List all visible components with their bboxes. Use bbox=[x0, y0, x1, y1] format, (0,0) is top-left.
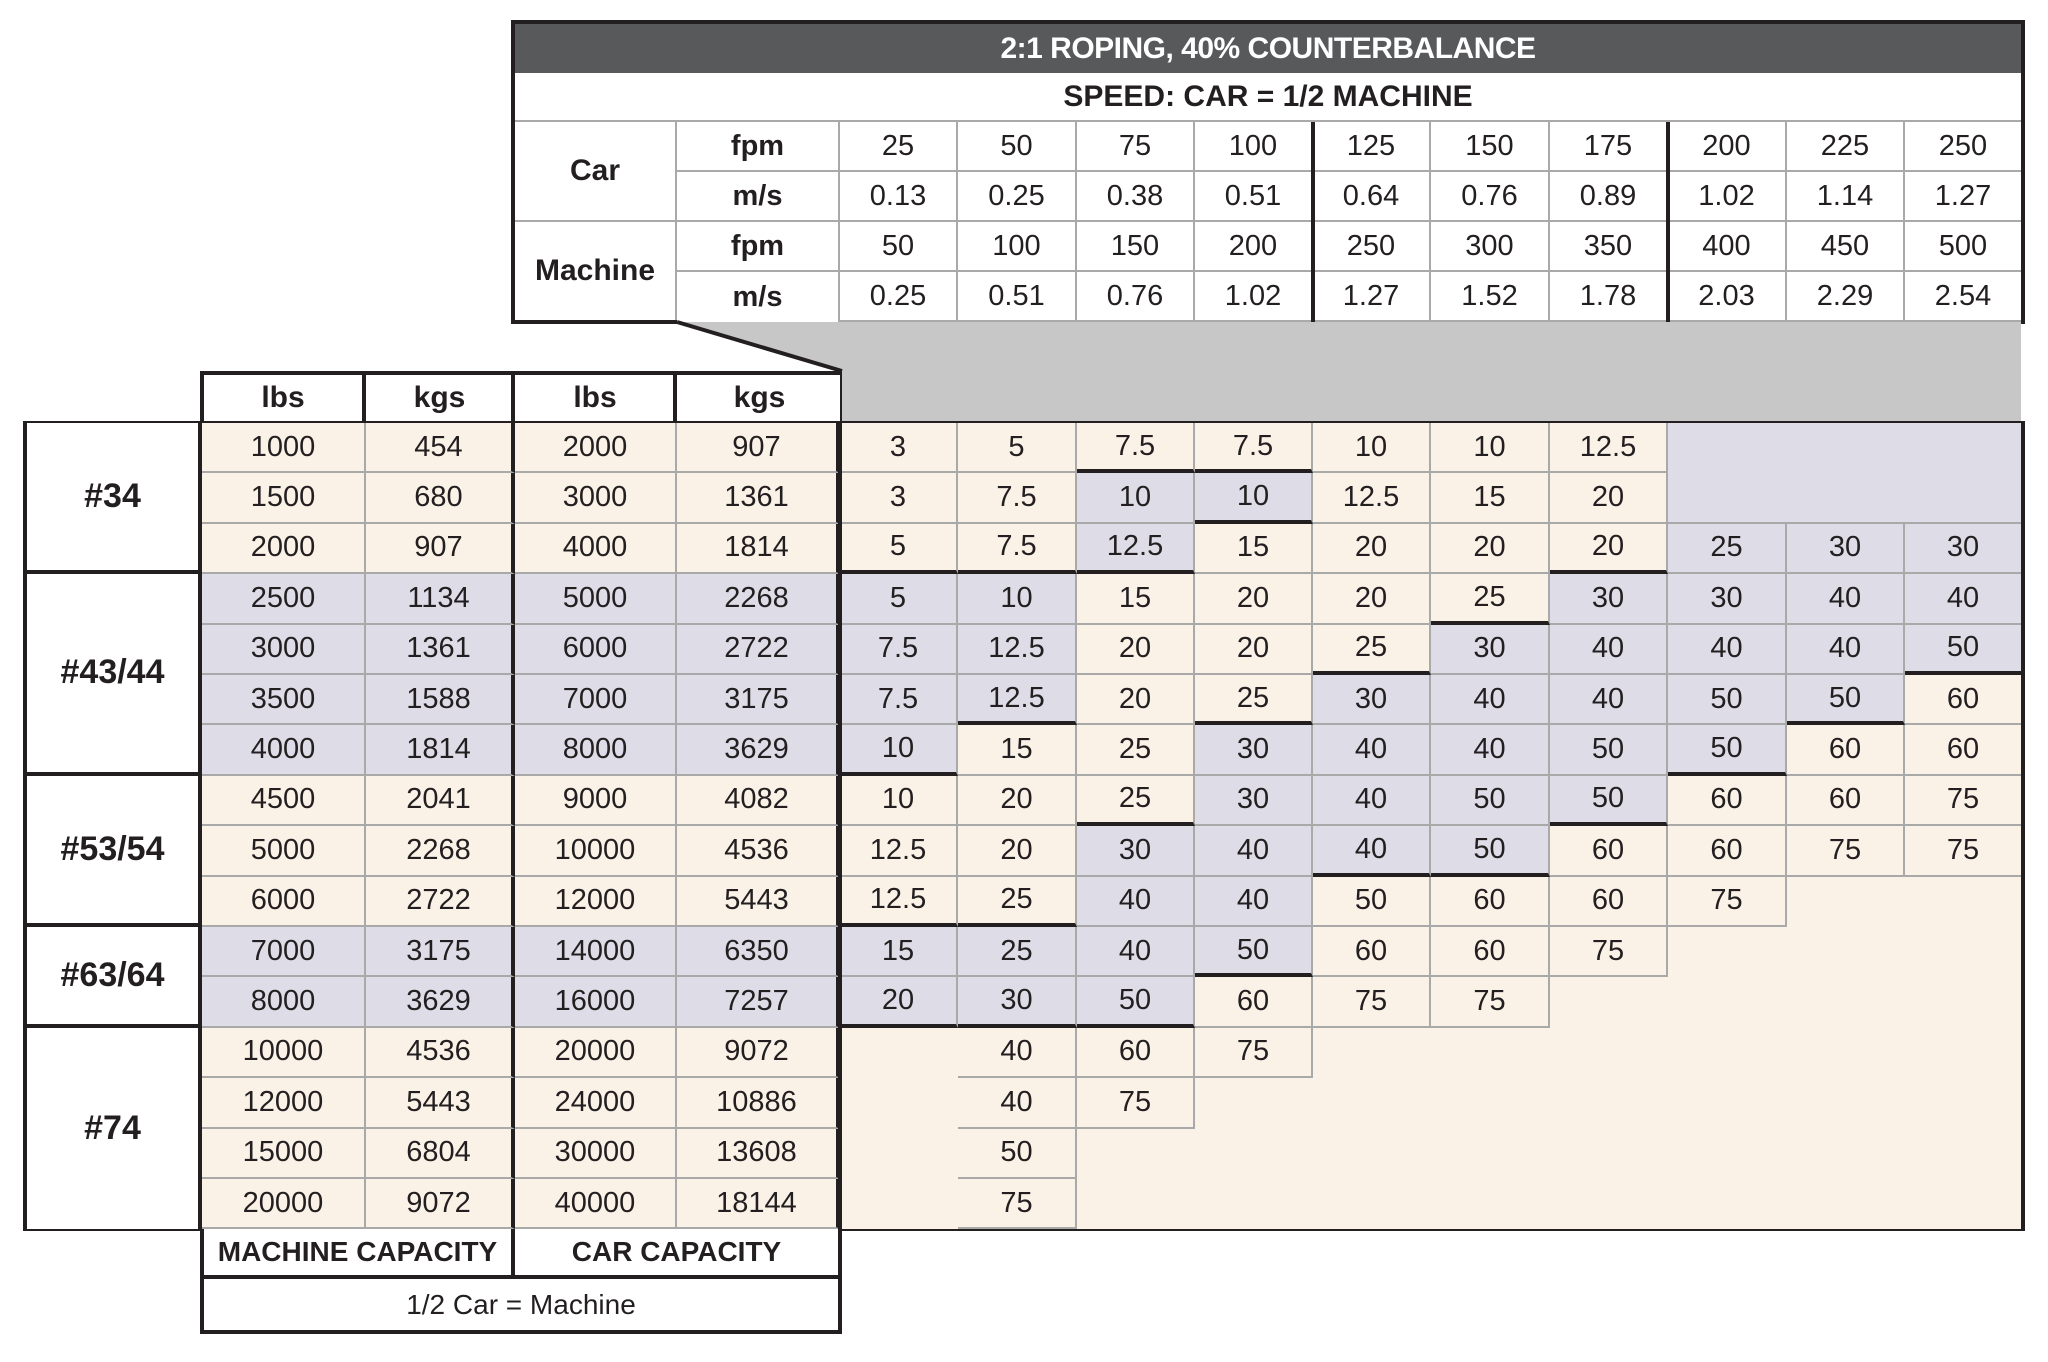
empty-cell bbox=[1668, 1129, 1787, 1179]
car-fpm-value: 175 bbox=[1550, 122, 1668, 172]
rope-group-label: #63/64 bbox=[27, 927, 202, 1028]
rope-size-cell: 10 bbox=[1313, 423, 1431, 473]
machine-kgs-cell: 2722 bbox=[366, 877, 515, 927]
rope-size-cell: 60 bbox=[1550, 877, 1668, 927]
rope-size-cell: 75 bbox=[958, 1179, 1077, 1229]
machine-lbs-cell: 2000 bbox=[202, 524, 366, 574]
rope-size-cell: 20 bbox=[1195, 625, 1313, 675]
rope-size-cell: 60 bbox=[1431, 927, 1550, 977]
machine-kgs-cell: 1588 bbox=[366, 675, 515, 725]
car-fpm-value: 100 bbox=[1195, 122, 1313, 172]
machine-lbs-cell: 8000 bbox=[202, 977, 366, 1027]
car-lbs-cell: 10000 bbox=[515, 826, 677, 876]
machine-fpm-value: 200 bbox=[1195, 222, 1313, 272]
machine-speed-label: Machine bbox=[515, 222, 677, 320]
car-fpm-value: 200 bbox=[1668, 122, 1787, 172]
car-lbs-cell: 7000 bbox=[515, 675, 677, 725]
car-kgs-cell: 5443 bbox=[677, 877, 840, 927]
rope-size-cell: 60 bbox=[1905, 675, 2021, 725]
rope-size-cell: 40 bbox=[1550, 625, 1668, 675]
rope-size-cell: 5 bbox=[958, 423, 1077, 473]
car-ms-value: 0.76 bbox=[1431, 172, 1550, 222]
machine-fpm-value: 250 bbox=[1313, 222, 1431, 272]
empty-cell bbox=[1668, 1179, 1787, 1229]
machine-kgs-cell: 4536 bbox=[366, 1028, 515, 1078]
machine-kgs-cell: 1361 bbox=[366, 625, 515, 675]
rope-size-cell: 15 bbox=[958, 725, 1077, 775]
rope-size-cell: 40 bbox=[1077, 877, 1195, 927]
machine-kgs-cell: 9072 bbox=[366, 1179, 515, 1229]
rope-size-cell: 30 bbox=[1195, 725, 1313, 775]
rope-size-cell: 40 bbox=[1313, 776, 1431, 826]
rope-size-cell: 30 bbox=[1431, 625, 1550, 675]
rope-size-cell: 60 bbox=[1313, 927, 1431, 977]
car-ms-value: 1.14 bbox=[1787, 172, 1905, 222]
empty-cell bbox=[1313, 1129, 1431, 1179]
rope-size-cell: 7.5 bbox=[1077, 423, 1195, 473]
empty-cell bbox=[1550, 1179, 1668, 1229]
rope-size-cell: 50 bbox=[1313, 877, 1431, 927]
rope-size-cell: 12.5 bbox=[840, 877, 958, 927]
car-lbs-cell: 14000 bbox=[515, 927, 677, 977]
rope-size-cell: 10 bbox=[840, 725, 958, 775]
rope-size-cell: 25 bbox=[1077, 725, 1195, 775]
rope-size-cell: 7.5 bbox=[1195, 423, 1313, 473]
rope-size-cell: 60 bbox=[1668, 776, 1787, 826]
machine-capacity-label: MACHINE CAPACITY bbox=[204, 1229, 515, 1279]
empty-cell bbox=[1668, 927, 1787, 977]
car-kgs-cell: 3629 bbox=[677, 725, 840, 775]
car-speed-label: Car bbox=[515, 122, 677, 222]
car-lbs-cell: 9000 bbox=[515, 776, 677, 826]
car-lbs-cell: 4000 bbox=[515, 524, 677, 574]
car-capacity-label: CAR CAPACITY bbox=[515, 1229, 838, 1279]
rope-size-cell: 7.5 bbox=[958, 473, 1077, 523]
rope-size-cell: 20 bbox=[840, 977, 958, 1027]
car-ms-value: 0.64 bbox=[1313, 172, 1431, 222]
rope-size-cell: 20 bbox=[1431, 524, 1550, 574]
machine-lbs-cell: 4500 bbox=[202, 776, 366, 826]
car-lbs-cell: 2000 bbox=[515, 423, 677, 473]
rope-size-cell: 15 bbox=[1077, 574, 1195, 624]
empty-cell bbox=[1905, 1078, 2021, 1128]
car-ms-value: 0.38 bbox=[1077, 172, 1195, 222]
car-lbs-cell: 30000 bbox=[515, 1129, 677, 1179]
machine-kgs-cell: 907 bbox=[366, 524, 515, 574]
empty-cell bbox=[1550, 1129, 1668, 1179]
car-ms-value: 1.02 bbox=[1668, 172, 1787, 222]
empty-cell bbox=[1077, 1129, 1195, 1179]
rope-size-cell: 12.5 bbox=[1077, 524, 1195, 574]
rope-size-cell: 75 bbox=[1431, 977, 1550, 1027]
machine-ms-value: 1.27 bbox=[1313, 272, 1431, 322]
gray-band bbox=[840, 322, 2021, 423]
rope-size-cell: 30 bbox=[1905, 524, 2021, 574]
rope-size-cell: 20 bbox=[1313, 524, 1431, 574]
car-kgs-cell: 907 bbox=[677, 423, 840, 473]
rope-size-cell: 40 bbox=[1787, 625, 1905, 675]
rope-size-cell: 25 bbox=[1077, 776, 1195, 826]
car-fpm-value: 125 bbox=[1313, 122, 1431, 172]
rope-size-cell: 20 bbox=[1313, 574, 1431, 624]
machine-lbs-cell: 4000 bbox=[202, 725, 366, 775]
rope-size-cell: 5 bbox=[840, 524, 958, 574]
car-fpm-value: 50 bbox=[958, 122, 1077, 172]
rope-size-cell: 75 bbox=[1905, 776, 2021, 826]
rope-size-cell: 20 bbox=[1550, 524, 1668, 574]
rope-group-label: #74 bbox=[27, 1028, 202, 1230]
empty-cell bbox=[1077, 1179, 1195, 1229]
rope-size-cell: 20 bbox=[958, 776, 1077, 826]
machine-fpm-value: 300 bbox=[1431, 222, 1550, 272]
car-fpm-unit-label: fpm bbox=[677, 122, 840, 172]
rope-size-cell: 60 bbox=[1905, 725, 2021, 775]
car-fpm-value: 150 bbox=[1431, 122, 1550, 172]
rope-size-cell: 20 bbox=[1550, 473, 1668, 523]
empty-cell bbox=[1787, 977, 1905, 1027]
rope-size-cell: 7.5 bbox=[840, 675, 958, 725]
machine-lbs-cell: 1000 bbox=[202, 423, 366, 473]
machine-lbs-cell: 20000 bbox=[202, 1179, 366, 1229]
car-lbs-cell: 40000 bbox=[515, 1179, 677, 1229]
machine-ms-value: 0.25 bbox=[840, 272, 958, 322]
rope-size-cell: 15 bbox=[1431, 473, 1550, 523]
empty-cell bbox=[840, 1179, 958, 1229]
car-ms-value: 0.51 bbox=[1195, 172, 1313, 222]
machine-ms-value: 2.54 bbox=[1905, 272, 2021, 322]
rope-size-cell: 25 bbox=[1195, 675, 1313, 725]
capacity-unit-header: kgs bbox=[679, 375, 840, 421]
capacity-unit-header: lbs bbox=[204, 375, 366, 421]
rope-size-cell: 40 bbox=[1195, 877, 1313, 927]
rope-size-cell: 75 bbox=[1195, 1028, 1313, 1078]
empty-cell bbox=[1905, 1028, 2021, 1078]
rope-size-cell: 30 bbox=[1550, 574, 1668, 624]
empty-cell bbox=[1313, 1028, 1431, 1078]
machine-fpm-value: 150 bbox=[1077, 222, 1195, 272]
empty-cell bbox=[1195, 1179, 1313, 1229]
rope-size-cell: 12.5 bbox=[1550, 423, 1668, 473]
car-kgs-cell: 3175 bbox=[677, 675, 840, 725]
rope-size-cell: 30 bbox=[1668, 574, 1787, 624]
rope-size-cell: 75 bbox=[1787, 826, 1905, 876]
machine-ms-value: 1.52 bbox=[1431, 272, 1550, 322]
machine-lbs-cell: 3500 bbox=[202, 675, 366, 725]
car-fpm-value: 25 bbox=[840, 122, 958, 172]
empty-cell bbox=[1905, 1129, 2021, 1179]
rope-size-cell: 50 bbox=[1431, 776, 1550, 826]
empty-cell bbox=[1787, 1129, 1905, 1179]
machine-fpm-value: 350 bbox=[1550, 222, 1668, 272]
rope-size-cell: 75 bbox=[1313, 977, 1431, 1027]
car-lbs-cell: 12000 bbox=[515, 877, 677, 927]
rope-size-cell: 12.5 bbox=[958, 675, 1077, 725]
empty-cell bbox=[1431, 1129, 1550, 1179]
machine-lbs-cell: 1500 bbox=[202, 473, 366, 523]
empty-cell bbox=[1431, 1078, 1550, 1128]
rope-size-cell: 20 bbox=[958, 826, 1077, 876]
rope-size-cell: 7.5 bbox=[840, 625, 958, 675]
machine-ms-value: 0.51 bbox=[958, 272, 1077, 322]
machine-fpm-value: 500 bbox=[1905, 222, 2021, 272]
empty-cell bbox=[1431, 1179, 1550, 1229]
rope-size-cell: 10 bbox=[1431, 423, 1550, 473]
empty-merged-cell bbox=[1668, 423, 2021, 524]
machine-kgs-cell: 3629 bbox=[366, 977, 515, 1027]
rope-size-cell: 40 bbox=[1550, 675, 1668, 725]
machine-lbs-cell: 5000 bbox=[202, 826, 366, 876]
machine-ms-unit-label: m/s bbox=[677, 272, 840, 322]
rope-size-cell: 40 bbox=[1431, 725, 1550, 775]
rope-size-cell: 50 bbox=[1550, 725, 1668, 775]
empty-cell bbox=[1787, 877, 1905, 927]
rope-size-cell: 30 bbox=[1195, 776, 1313, 826]
rope-size-cell: 50 bbox=[1077, 977, 1195, 1027]
car-kgs-cell: 1361 bbox=[677, 473, 840, 523]
rope-size-cell: 40 bbox=[1787, 574, 1905, 624]
empty-cell bbox=[1787, 1028, 1905, 1078]
empty-cell bbox=[1550, 977, 1668, 1027]
rope-size-cell: 75 bbox=[1077, 1078, 1195, 1128]
empty-cell bbox=[1668, 1028, 1787, 1078]
rope-size-cell: 25 bbox=[958, 877, 1077, 927]
rope-size-cell: 25 bbox=[958, 927, 1077, 977]
rope-size-cell: 20 bbox=[1077, 625, 1195, 675]
empty-cell bbox=[1313, 1179, 1431, 1229]
empty-cell bbox=[1550, 1078, 1668, 1128]
rope-size-cell: 12.5 bbox=[958, 625, 1077, 675]
machine-ms-value: 2.29 bbox=[1787, 272, 1905, 322]
rope-size-cell: 25 bbox=[1431, 574, 1550, 624]
rope-size-cell: 3 bbox=[840, 423, 958, 473]
car-lbs-cell: 16000 bbox=[515, 977, 677, 1027]
rope-size-cell: 60 bbox=[1550, 826, 1668, 876]
rope-size-cell: 30 bbox=[1787, 524, 1905, 574]
rope-size-cell: 40 bbox=[1668, 625, 1787, 675]
rope-size-cell: 60 bbox=[1668, 826, 1787, 876]
rope-size-cell: 40 bbox=[1313, 826, 1431, 876]
machine-ms-value: 2.03 bbox=[1668, 272, 1787, 322]
machine-fpm-value: 450 bbox=[1787, 222, 1905, 272]
rope-size-cell: 50 bbox=[1431, 826, 1550, 876]
rope-size-cell: 25 bbox=[1668, 524, 1787, 574]
car-lbs-cell: 20000 bbox=[515, 1028, 677, 1078]
rope-size-cell: 12.5 bbox=[840, 826, 958, 876]
machine-ms-value: 1.78 bbox=[1550, 272, 1668, 322]
machine-kgs-cell: 5443 bbox=[366, 1078, 515, 1128]
car-kgs-cell: 10886 bbox=[677, 1078, 840, 1128]
empty-cell bbox=[1668, 977, 1787, 1027]
rope-group-label: #34 bbox=[27, 423, 202, 574]
car-kgs-cell: 9072 bbox=[677, 1028, 840, 1078]
rope-size-cell: 30 bbox=[958, 977, 1077, 1027]
rope-size-cell: 10 bbox=[840, 776, 958, 826]
rope-size-cell: 20 bbox=[1077, 675, 1195, 725]
empty-cell bbox=[1431, 1028, 1550, 1078]
empty-cell bbox=[840, 1078, 958, 1128]
rope-size-cell: 40 bbox=[1313, 725, 1431, 775]
car-kgs-cell: 1814 bbox=[677, 524, 840, 574]
empty-cell bbox=[1313, 1078, 1431, 1128]
machine-fpm-unit-label: fpm bbox=[677, 222, 840, 272]
rope-size-cell: 40 bbox=[1195, 826, 1313, 876]
empty-cell bbox=[1905, 927, 2021, 977]
car-fpm-value: 250 bbox=[1905, 122, 2021, 172]
empty-cell bbox=[840, 1129, 958, 1179]
car-ms-value: 0.25 bbox=[958, 172, 1077, 222]
rope-size-cell: 60 bbox=[1787, 725, 1905, 775]
rope-size-cell: 25 bbox=[1313, 625, 1431, 675]
car-fpm-value: 225 bbox=[1787, 122, 1905, 172]
rope-size-cell: 12.5 bbox=[1313, 473, 1431, 523]
machine-lbs-cell: 2500 bbox=[202, 574, 366, 624]
car-kgs-cell: 2722 bbox=[677, 625, 840, 675]
rope-size-cell: 60 bbox=[1077, 1028, 1195, 1078]
empty-cell bbox=[1905, 1179, 2021, 1229]
machine-ms-value: 1.02 bbox=[1195, 272, 1313, 322]
machine-kgs-cell: 2268 bbox=[366, 826, 515, 876]
machine-lbs-cell: 3000 bbox=[202, 625, 366, 675]
empty-cell bbox=[1668, 1078, 1787, 1128]
rope-size-cell: 40 bbox=[958, 1078, 1077, 1128]
rope-group-label: #43/44 bbox=[27, 574, 202, 776]
rope-size-cell: 3 bbox=[840, 473, 958, 523]
machine-fpm-value: 100 bbox=[958, 222, 1077, 272]
rope-size-cell: 50 bbox=[1668, 675, 1787, 725]
car-lbs-cell: 8000 bbox=[515, 725, 677, 775]
empty-cell bbox=[1550, 1028, 1668, 1078]
rope-size-cell: 40 bbox=[1905, 574, 2021, 624]
grid-divider bbox=[838, 421, 842, 1229]
machine-lbs-cell: 10000 bbox=[202, 1028, 366, 1078]
rope-size-cell: 40 bbox=[958, 1028, 1077, 1078]
capacity-unit-header: lbs bbox=[517, 375, 677, 421]
empty-cell bbox=[1787, 1179, 1905, 1229]
rope-group-label: #53/54 bbox=[27, 776, 202, 927]
car-lbs-cell: 5000 bbox=[515, 574, 677, 624]
ratio-note: 1/2 Car = Machine bbox=[204, 1279, 838, 1330]
machine-kgs-cell: 454 bbox=[366, 423, 515, 473]
rope-size-cell: 50 bbox=[1905, 625, 2021, 675]
car-ms-value: 0.13 bbox=[840, 172, 958, 222]
car-lbs-cell: 3000 bbox=[515, 473, 677, 523]
machine-kgs-cell: 680 bbox=[366, 473, 515, 523]
rope-size-cell: 50 bbox=[1668, 725, 1787, 775]
machine-kgs-cell: 1814 bbox=[366, 725, 515, 775]
machine-fpm-value: 400 bbox=[1668, 222, 1787, 272]
car-fpm-value: 75 bbox=[1077, 122, 1195, 172]
rope-size-cell: 30 bbox=[1313, 675, 1431, 725]
machine-ms-value: 0.76 bbox=[1077, 272, 1195, 322]
rope-size-cell: 50 bbox=[1787, 675, 1905, 725]
empty-cell bbox=[1787, 927, 1905, 977]
capacity-unit-header: kgs bbox=[368, 375, 515, 421]
rope-size-cell: 15 bbox=[840, 927, 958, 977]
machine-lbs-cell: 6000 bbox=[202, 877, 366, 927]
car-kgs-cell: 4536 bbox=[677, 826, 840, 876]
car-kgs-cell: 18144 bbox=[677, 1179, 840, 1229]
rope-size-cell: 60 bbox=[1195, 977, 1313, 1027]
empty-cell bbox=[1195, 1078, 1313, 1128]
rope-size-cell: 50 bbox=[958, 1129, 1077, 1179]
car-lbs-cell: 6000 bbox=[515, 625, 677, 675]
rope-size-cell: 5 bbox=[840, 574, 958, 624]
car-kgs-cell: 7257 bbox=[677, 977, 840, 1027]
rope-size-cell: 40 bbox=[1077, 927, 1195, 977]
machine-lbs-cell: 7000 bbox=[202, 927, 366, 977]
empty-cell bbox=[1787, 1078, 1905, 1128]
car-ms-unit-label: m/s bbox=[677, 172, 840, 222]
machine-kgs-cell: 3175 bbox=[366, 927, 515, 977]
machine-kgs-cell: 2041 bbox=[366, 776, 515, 826]
machine-kgs-cell: 6804 bbox=[366, 1129, 515, 1179]
rope-size-cell: 40 bbox=[1431, 675, 1550, 725]
rope-size-cell: 7.5 bbox=[958, 524, 1077, 574]
machine-fpm-value: 50 bbox=[840, 222, 958, 272]
car-kgs-cell: 2268 bbox=[677, 574, 840, 624]
rope-size-cell: 20 bbox=[1195, 574, 1313, 624]
empty-cell bbox=[1905, 977, 2021, 1027]
rope-size-cell: 60 bbox=[1431, 877, 1550, 927]
chart-title: 2:1 ROPING, 40% COUNTERBALANCE bbox=[515, 24, 2021, 73]
machine-kgs-cell: 1134 bbox=[366, 574, 515, 624]
rope-size-cell: 75 bbox=[1668, 877, 1787, 927]
rope-size-cell: 75 bbox=[1905, 826, 2021, 876]
rope-size-cell: 30 bbox=[1077, 826, 1195, 876]
rope-size-cell: 50 bbox=[1550, 776, 1668, 826]
car-kgs-cell: 13608 bbox=[677, 1129, 840, 1179]
empty-cell bbox=[840, 1028, 958, 1078]
car-kgs-cell: 6350 bbox=[677, 927, 840, 977]
empty-cell bbox=[1195, 1129, 1313, 1179]
rope-size-cell: 50 bbox=[1195, 927, 1313, 977]
rope-size-cell: 60 bbox=[1787, 776, 1905, 826]
rope-size-cell: 10 bbox=[1195, 473, 1313, 523]
empty-cell bbox=[1905, 877, 2021, 927]
rope-size-cell: 10 bbox=[958, 574, 1077, 624]
machine-lbs-cell: 12000 bbox=[202, 1078, 366, 1128]
machine-lbs-cell: 15000 bbox=[202, 1129, 366, 1179]
rope-size-cell: 10 bbox=[1077, 473, 1195, 523]
car-kgs-cell: 4082 bbox=[677, 776, 840, 826]
car-ms-value: 1.27 bbox=[1905, 172, 2021, 222]
rope-size-cell: 75 bbox=[1550, 927, 1668, 977]
car-ms-value: 0.89 bbox=[1550, 172, 1668, 222]
rope-size-cell: 15 bbox=[1195, 524, 1313, 574]
speed-subtitle: SPEED: CAR = 1/2 MACHINE bbox=[515, 73, 2021, 122]
car-lbs-cell: 24000 bbox=[515, 1078, 677, 1128]
